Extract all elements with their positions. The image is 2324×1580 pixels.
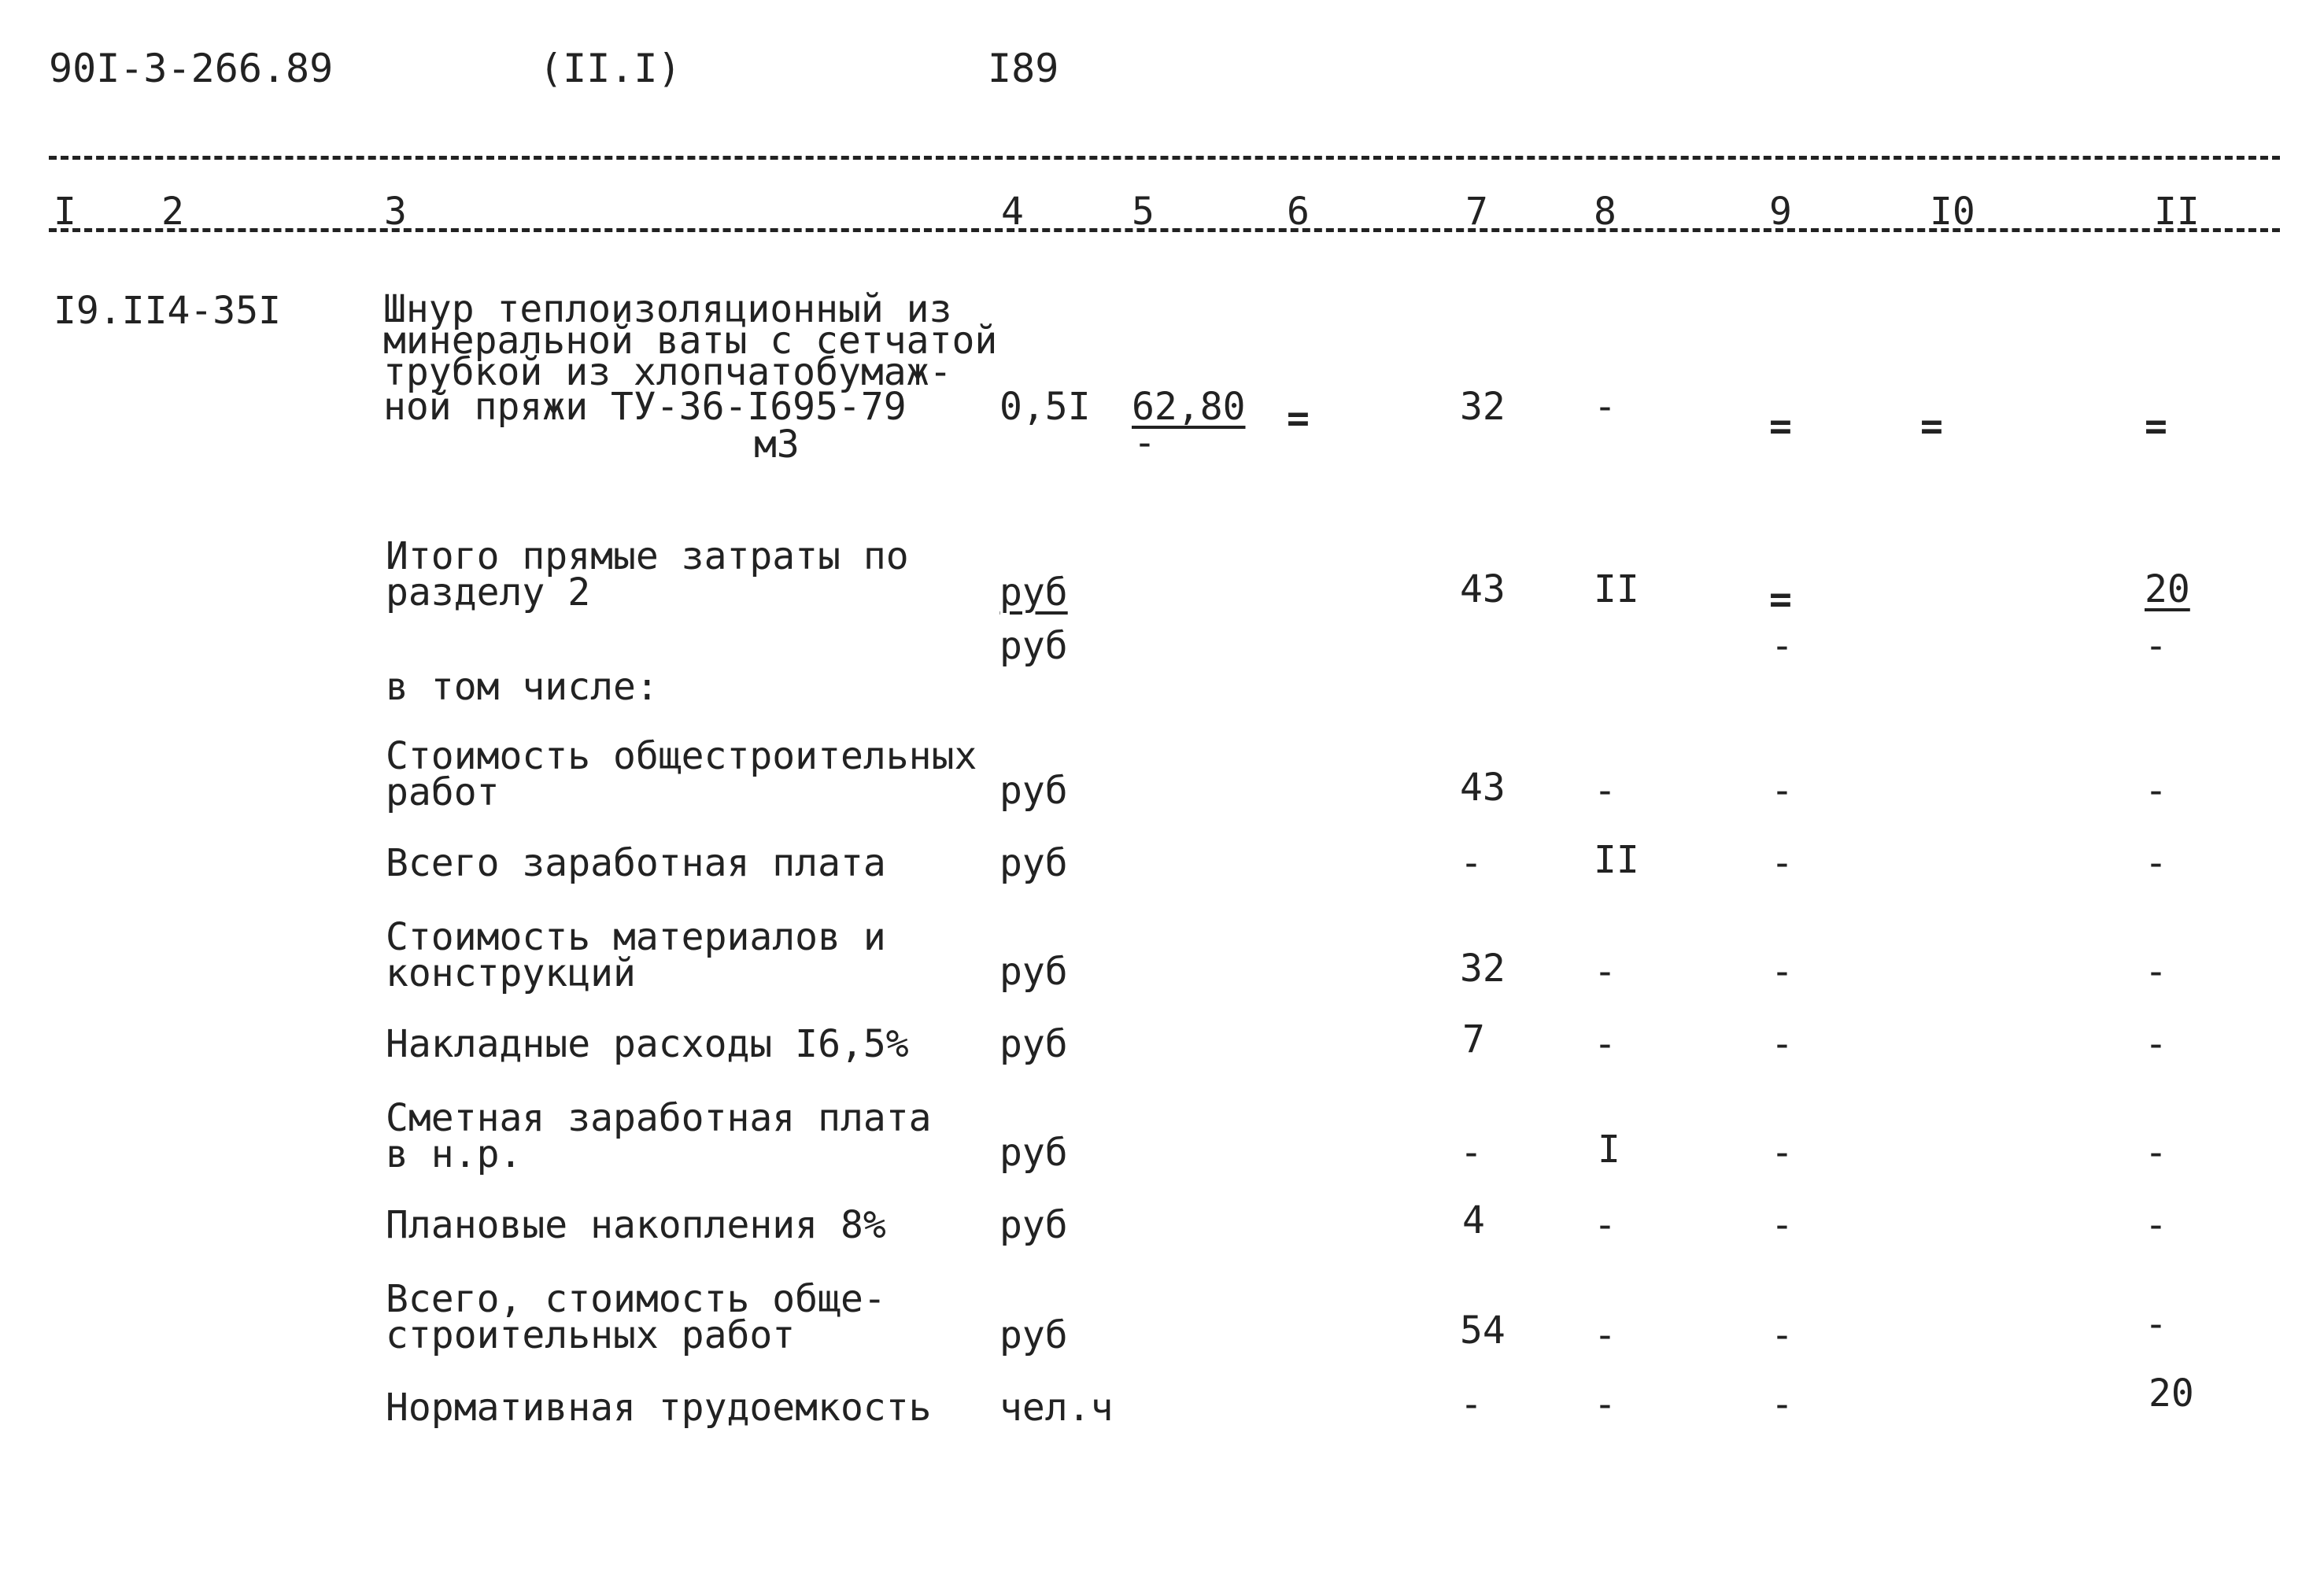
column-number-7: 7	[1465, 190, 1488, 234]
item-code: I9.II4-35I	[54, 289, 281, 333]
row-label: Стоимость материалов и	[386, 915, 886, 959]
total-col7: 43	[1460, 567, 1506, 611]
item-col6: =	[1287, 397, 1310, 441]
column-number-8: 8	[1594, 190, 1616, 234]
column-number-5: 5	[1132, 190, 1155, 234]
item-col11: =	[2145, 404, 2167, 449]
row-col7: 43	[1460, 766, 1506, 810]
total-unit-top: руб	[999, 570, 1068, 615]
total-col11-below: -	[2145, 624, 2167, 668]
document-code: 90I-3-266.89	[49, 46, 334, 91]
row-col11: -	[2145, 950, 2167, 994]
total-unit-bottom: руб	[999, 624, 1068, 668]
row-unit: чел.ч	[999, 1386, 1114, 1430]
column-number-3: 3	[384, 190, 407, 234]
row-col8: -	[1594, 769, 1616, 813]
item-description-line-4: ной пряжи ТУ-36-I695-79	[383, 385, 907, 429]
item-col7: 32	[1460, 385, 1506, 429]
row-col8: -	[1594, 950, 1616, 994]
row-label: Стоимость общестроительных	[386, 734, 977, 778]
column-number-4: 4	[1001, 190, 1024, 234]
row-col9: -	[1771, 950, 1794, 994]
row-label: Сметная заработная плата	[386, 1096, 932, 1140]
column-number-2: 2	[161, 190, 184, 234]
including-label: в том числе:	[386, 665, 659, 709]
row-label: Плановые накопления 8%	[386, 1203, 886, 1247]
item-col9: =	[1769, 404, 1792, 449]
dashed-separator-top	[49, 156, 2280, 160]
column-number-9: 9	[1769, 190, 1792, 234]
row-unit: руб	[999, 841, 1068, 885]
row-col9: -	[1771, 841, 1794, 885]
page-number: I89	[988, 46, 1059, 91]
row-col7: 32	[1460, 947, 1506, 991]
column-number-10: I0	[1930, 190, 1975, 234]
row-col9: -	[1771, 1022, 1794, 1066]
item-col10: =	[1920, 404, 1943, 449]
item-col5-below: -	[1133, 421, 1156, 465]
row-unit: руб	[999, 1313, 1068, 1357]
item-col4: 0,5I	[999, 385, 1091, 429]
row-col9: -	[1771, 1131, 1794, 1175]
row-label: Нормативная трудоемкость	[386, 1386, 932, 1430]
row-col11: 20	[2148, 1371, 2194, 1416]
row-col9: -	[1771, 1382, 1794, 1427]
total-label-line-1: Итого прямые затраты по	[386, 534, 909, 578]
column-number-6: 6	[1287, 190, 1310, 234]
row-unit: руб	[999, 1131, 1068, 1175]
row-col8: -	[1594, 1313, 1616, 1357]
row-col11: -	[2145, 1302, 2167, 1346]
total-col9-below: -	[1771, 624, 1794, 668]
row-col9: -	[1771, 1313, 1794, 1357]
row-label: Накладные расходы I6,5%	[386, 1022, 909, 1066]
row-unit: руб	[999, 769, 1068, 813]
row-unit: руб	[999, 950, 1068, 994]
row-col7: -	[1460, 1131, 1483, 1175]
item-description-line-3: трубкой из хлопчатобумаж-	[383, 350, 952, 394]
item-unit: м3	[754, 423, 800, 467]
row-col7: 7	[1462, 1017, 1485, 1061]
row-label: в н.р.	[386, 1132, 523, 1176]
column-number-11: II	[2154, 190, 2200, 234]
row-unit: руб	[999, 1022, 1068, 1066]
total-col8: II	[1594, 567, 1639, 611]
row-label: Всего, стоимость обще-	[386, 1277, 886, 1321]
row-col9: -	[1771, 1203, 1794, 1247]
row-col11: -	[2145, 769, 2167, 813]
row-col7: -	[1460, 1382, 1483, 1427]
row-col7: 54	[1460, 1309, 1506, 1353]
row-col11: -	[2145, 1131, 2167, 1175]
total-col11: 20	[2145, 567, 2190, 611]
section-number: (II.I)	[539, 46, 682, 91]
total-col9: =	[1769, 578, 1792, 622]
row-col11: -	[2145, 841, 2167, 885]
row-col8: -	[1594, 1382, 1616, 1427]
item-col5: 62,80	[1132, 385, 1246, 429]
row-col7: -	[1460, 841, 1483, 885]
row-col8: II	[1594, 838, 1639, 882]
item-col8: -	[1594, 385, 1616, 429]
row-label: Всего заработная плата	[386, 841, 886, 885]
item-description-line-2: минеральной ваты с сетчатой	[383, 319, 998, 363]
row-label: конструкций	[386, 951, 636, 995]
total-label-line-2: разделу 2	[386, 570, 591, 615]
row-label: работ	[386, 770, 500, 814]
column-number-1: I	[54, 190, 76, 234]
row-col8: I	[1598, 1128, 1620, 1172]
row-unit: руб	[999, 1203, 1068, 1247]
row-col8: -	[1594, 1022, 1616, 1066]
row-col7: 4	[1462, 1198, 1485, 1242]
row-col11: -	[2145, 1022, 2167, 1066]
row-col11: -	[2145, 1203, 2167, 1247]
row-col9: -	[1771, 769, 1794, 813]
row-label: строительных работ	[386, 1313, 796, 1357]
item-description-line-1: Шнур теплоизоляционный из	[383, 287, 952, 331]
row-col8: -	[1594, 1203, 1616, 1247]
